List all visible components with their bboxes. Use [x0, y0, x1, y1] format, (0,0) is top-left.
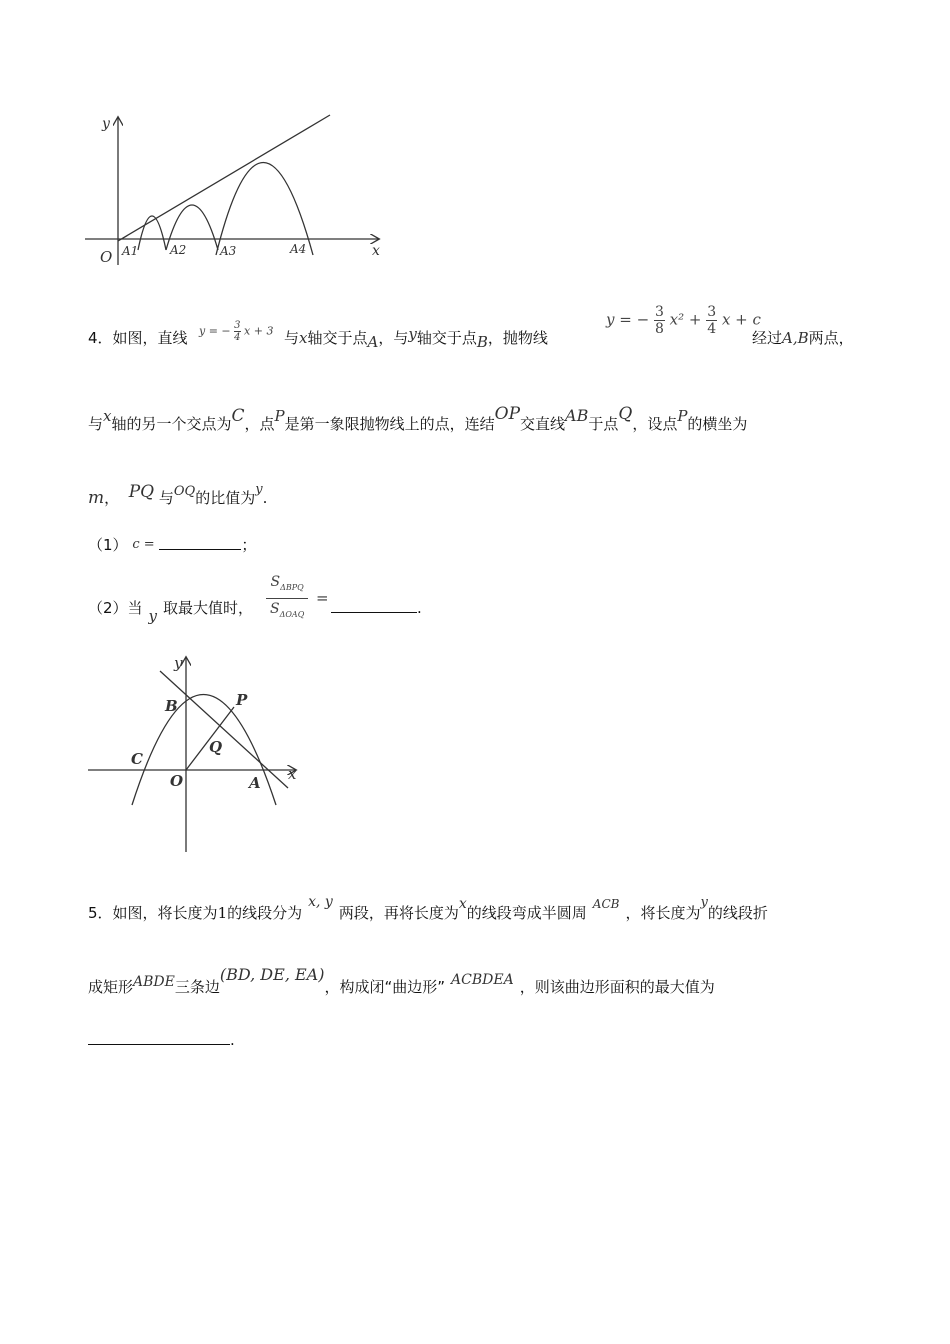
q4-text: .: [262, 489, 268, 507]
q4-text: 与: [88, 415, 104, 433]
var-y: y: [255, 482, 263, 497]
answer-blank-1[interactable]: [159, 535, 241, 550]
q4-text: 两点，: [808, 329, 854, 347]
point-a2: A2: [170, 243, 187, 257]
q5-line-3: [88, 1030, 235, 1050]
point-p: P: [236, 691, 248, 709]
axis-x-label: x: [372, 243, 380, 259]
q5-number: 5．: [88, 904, 113, 922]
eq-tail: x + c: [721, 310, 761, 329]
segment-op: OP: [494, 404, 521, 424]
tangent-line: [118, 115, 330, 241]
q5-text: 的线段分为: [227, 904, 303, 922]
frac-den: 4: [707, 321, 717, 337]
q4-line-1: [88, 328, 188, 348]
ratio-fraction: [266, 572, 308, 625]
ratio-den-wrap: [266, 599, 308, 625]
frac-num: 3: [654, 304, 664, 320]
part-end: ；: [241, 536, 257, 554]
var-m: m: [88, 488, 105, 508]
q4-text: ，与: [378, 329, 409, 347]
q4-part-2-blank: [331, 598, 422, 618]
q5-text: ，构成闭“曲边形”: [324, 978, 446, 996]
point-q: Q: [209, 738, 223, 756]
part-label: （2）当: [88, 599, 143, 617]
var-x: x: [458, 896, 467, 912]
q4-parabola-eq: [606, 304, 761, 337]
ratio-den-sub: ΔOAQ: [279, 609, 305, 619]
vars-xy: x, y: [308, 894, 333, 910]
frac-3-4b: [706, 304, 717, 337]
q4-text: 如图，直线: [112, 329, 188, 347]
q5-text: ，则该曲边形面积的最大值为: [519, 978, 715, 996]
ratio-num-wrap: [266, 572, 308, 599]
q5-text: ，将长度为: [625, 904, 701, 922]
segment-pq: PQ: [128, 482, 155, 502]
point-p: P: [677, 407, 688, 425]
point-a3: A3: [220, 244, 237, 258]
points-ab: A,B: [782, 329, 809, 347]
q4-text: 轴交于点: [416, 329, 477, 347]
frac-den: 4: [234, 332, 241, 343]
frac-3-8: [654, 304, 665, 337]
part-text: 取最大值时，: [163, 599, 254, 617]
var-x: x: [299, 329, 308, 347]
axis-y-label: y: [102, 116, 110, 132]
q4-text: 的横坐为: [687, 415, 748, 433]
q4-text: 与: [284, 329, 300, 347]
q4-text: ，点: [244, 415, 275, 433]
q5-text: 如图，将长度为: [112, 904, 218, 922]
q4-line-2: [88, 404, 748, 434]
point-a: A: [249, 774, 261, 792]
segment-ab: AB: [565, 406, 589, 425]
q4-text: 是第一象限抛物线上的点，连结: [284, 415, 495, 433]
q4-line-3: [88, 482, 268, 510]
frac-num: 3: [707, 304, 717, 320]
eq-mid: x² +: [669, 310, 702, 329]
q4-text: ，: [104, 489, 120, 507]
point-a: A: [367, 333, 379, 351]
point-a1: A1: [122, 244, 139, 258]
q4-line-1b: [284, 325, 548, 351]
point-b: B: [165, 697, 178, 715]
q4-text: 与: [158, 489, 174, 507]
point-c: C: [131, 750, 143, 768]
q4-text: 经过: [752, 329, 783, 347]
point-q: Q: [618, 404, 633, 424]
q4-text: 交直线: [520, 415, 566, 433]
var-y: y: [700, 895, 708, 910]
eq-head: y = −: [606, 310, 650, 329]
figure-parabolas-tangent-line: [80, 110, 390, 275]
q4-text: ，设点: [632, 415, 678, 433]
part-label: （1）: [88, 536, 128, 554]
var-y: y: [148, 607, 158, 625]
q4-line-1c: [752, 328, 854, 348]
origin-label: O: [100, 248, 113, 266]
q4-text: 的比值为: [195, 489, 256, 507]
q5-line-1: [88, 894, 768, 925]
q5-text: 三条边: [174, 978, 220, 996]
frac-num: 3: [234, 320, 241, 331]
q5-end: .: [230, 1031, 235, 1049]
q4-text: 轴交于点: [307, 329, 368, 347]
ratio-num: S: [270, 574, 281, 590]
answer-blank-3[interactable]: [88, 1030, 230, 1045]
eq-tail: x + 3: [244, 324, 274, 338]
q5-text: 的线段弯成半圆周: [466, 904, 587, 922]
q4-part-1: [88, 535, 256, 557]
q5-text: 的线段折: [707, 904, 768, 922]
shape-acbdea: ACBDEA: [451, 972, 514, 988]
frac-den: 8: [654, 321, 664, 337]
figure-parabola-line: [85, 652, 310, 862]
sides-list: (BD, DE, EA): [219, 965, 325, 984]
arc-acb: ACB: [592, 897, 620, 911]
rect-abde: ABDE: [133, 974, 175, 990]
segment-oq: OQ: [173, 484, 196, 499]
expr-c: c =: [132, 537, 155, 552]
point-o: O: [170, 772, 184, 790]
point-b: B: [476, 333, 488, 351]
number-one: 1: [217, 904, 228, 922]
q5-text: 成矩形: [88, 978, 134, 996]
axis-y-label: y: [174, 654, 183, 672]
q4-text: ，抛物线: [487, 329, 548, 347]
eq-prefix: y = −: [199, 324, 231, 338]
axis-x-label: x: [288, 765, 297, 783]
q4-part-2-tail: [316, 590, 329, 610]
frac-3-4: [234, 320, 240, 343]
q4-number: 4．: [88, 329, 113, 347]
var-y: y: [408, 325, 417, 343]
ratio-den: S: [270, 600, 280, 617]
q4-text: 轴的另一个交点为: [111, 415, 232, 433]
q4-line-eq: [199, 320, 273, 343]
equals: =: [316, 589, 329, 607]
point-c: C: [231, 406, 245, 426]
point-a4: A4: [290, 242, 307, 256]
q4-text: 于点: [588, 415, 619, 433]
q4-part-2: [88, 598, 254, 625]
ratio-num-sub: ΔBPQ: [280, 582, 304, 592]
q5-text: 两段，再将长度为: [338, 904, 459, 922]
part-end: .: [417, 599, 422, 617]
answer-blank-2[interactable]: [331, 598, 417, 613]
point-p: P: [274, 407, 285, 425]
var-x: x: [103, 407, 112, 425]
q5-line-2: [88, 965, 715, 998]
